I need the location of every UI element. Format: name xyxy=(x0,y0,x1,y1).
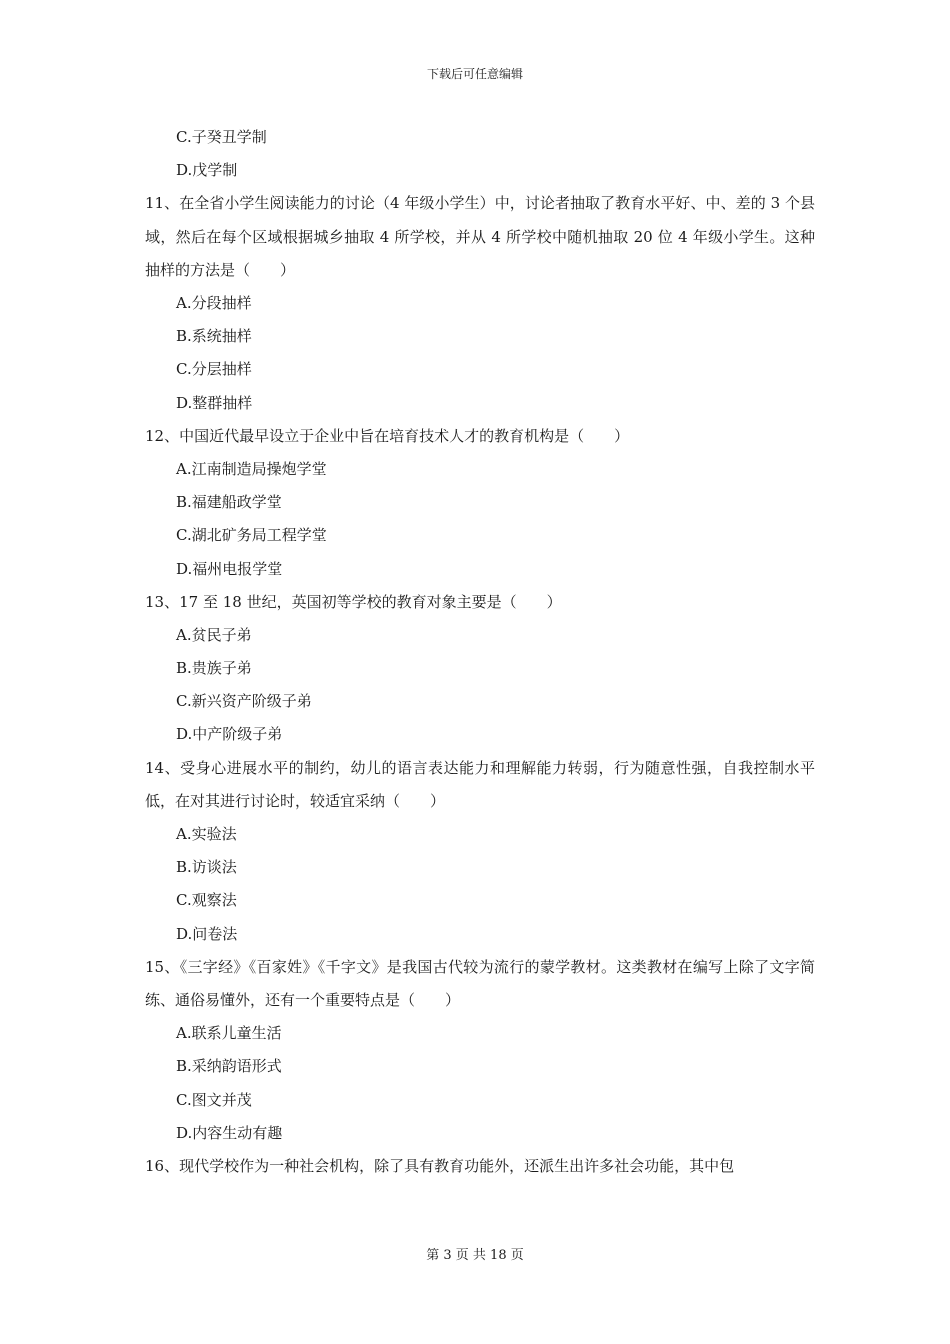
page-header: 下载后可任意编辑 xyxy=(426,67,523,81)
question-15 xyxy=(145,951,815,1150)
option-a: A.江南制造局操炮学堂 xyxy=(176,459,327,478)
option-a: A.联系儿童生活 xyxy=(176,1024,282,1043)
question-12 xyxy=(145,420,815,586)
question-14 xyxy=(145,752,815,951)
page-number: 第 3 页 共 18 页 xyxy=(426,1248,524,1263)
question-text: 16、现代学校作为一种社会机构，除了具有教育功能外，还派生出许多社会功能，其中包 xyxy=(145,1156,735,1175)
option-d: D.戊学制 xyxy=(176,161,238,180)
question-text: 15、《三字经》《百家姓》《千字文》是我国古代较为流行的蒙学教材。这类教材在编写上除了文字简练、通俗易懂外，还有一个重要特点是（ ） xyxy=(145,957,815,1009)
question-text: 11、在全省小学生阅读能力的讨论（4 年级小学生）中，讨论者抽取了教育水平好、中、差的 3 个县域，然后在每个区域根据城乡抽取 4 所学校，并从 4 所学校中随机抽取 20 位 4 年级小学生。这种抽样的方法是（ ） xyxy=(145,194,815,279)
option-b: B.系统抽样 xyxy=(176,327,252,346)
option-b: B.采纳韵语形式 xyxy=(176,1057,282,1076)
option-c: C.图文并茂 xyxy=(176,1090,252,1109)
question-16 xyxy=(145,1150,815,1183)
question-text: 14、受身心进展水平的制约，幼儿的语言表达能力和理解能力转弱，行为随意性强，自我控制水平低，在对其进行讨论时，较适宜采纳（ ） xyxy=(145,758,815,810)
option-b: B.贵族子弟 xyxy=(176,659,252,678)
option-b: B.福建船政学堂 xyxy=(176,493,282,512)
option-c: C.湖北矿务局工程学堂 xyxy=(176,526,327,545)
question-13 xyxy=(145,586,815,752)
question-text: 12、中国近代最早设立于企业中旨在培育技术人才的教育机构是（ ） xyxy=(145,426,630,445)
option-c: C.观察法 xyxy=(176,891,237,910)
option-c: C.分层抽样 xyxy=(176,360,252,379)
option-c: C.子癸丑学制 xyxy=(176,128,267,146)
option-c: C.新兴资产阶级子弟 xyxy=(176,692,312,711)
question-text: 13、17 至 18 世纪，英国初等学校的教育对象主要是（ ） xyxy=(145,592,562,611)
option-a: A.分段抽样 xyxy=(176,293,252,312)
question-11 xyxy=(145,187,815,419)
document-body xyxy=(145,121,815,1183)
option-d: D.问卷法 xyxy=(176,924,238,943)
option-d: D.中产阶级子弟 xyxy=(176,725,283,744)
option-d: D.内容生动有趣 xyxy=(176,1123,283,1142)
option-b: B.访谈法 xyxy=(176,858,237,877)
option-a: A.贫民子弟 xyxy=(176,625,252,644)
option-d: D.福州电报学堂 xyxy=(176,559,283,578)
option-a: A.实验法 xyxy=(176,825,237,844)
option-d: D.整群抽样 xyxy=(176,393,253,412)
